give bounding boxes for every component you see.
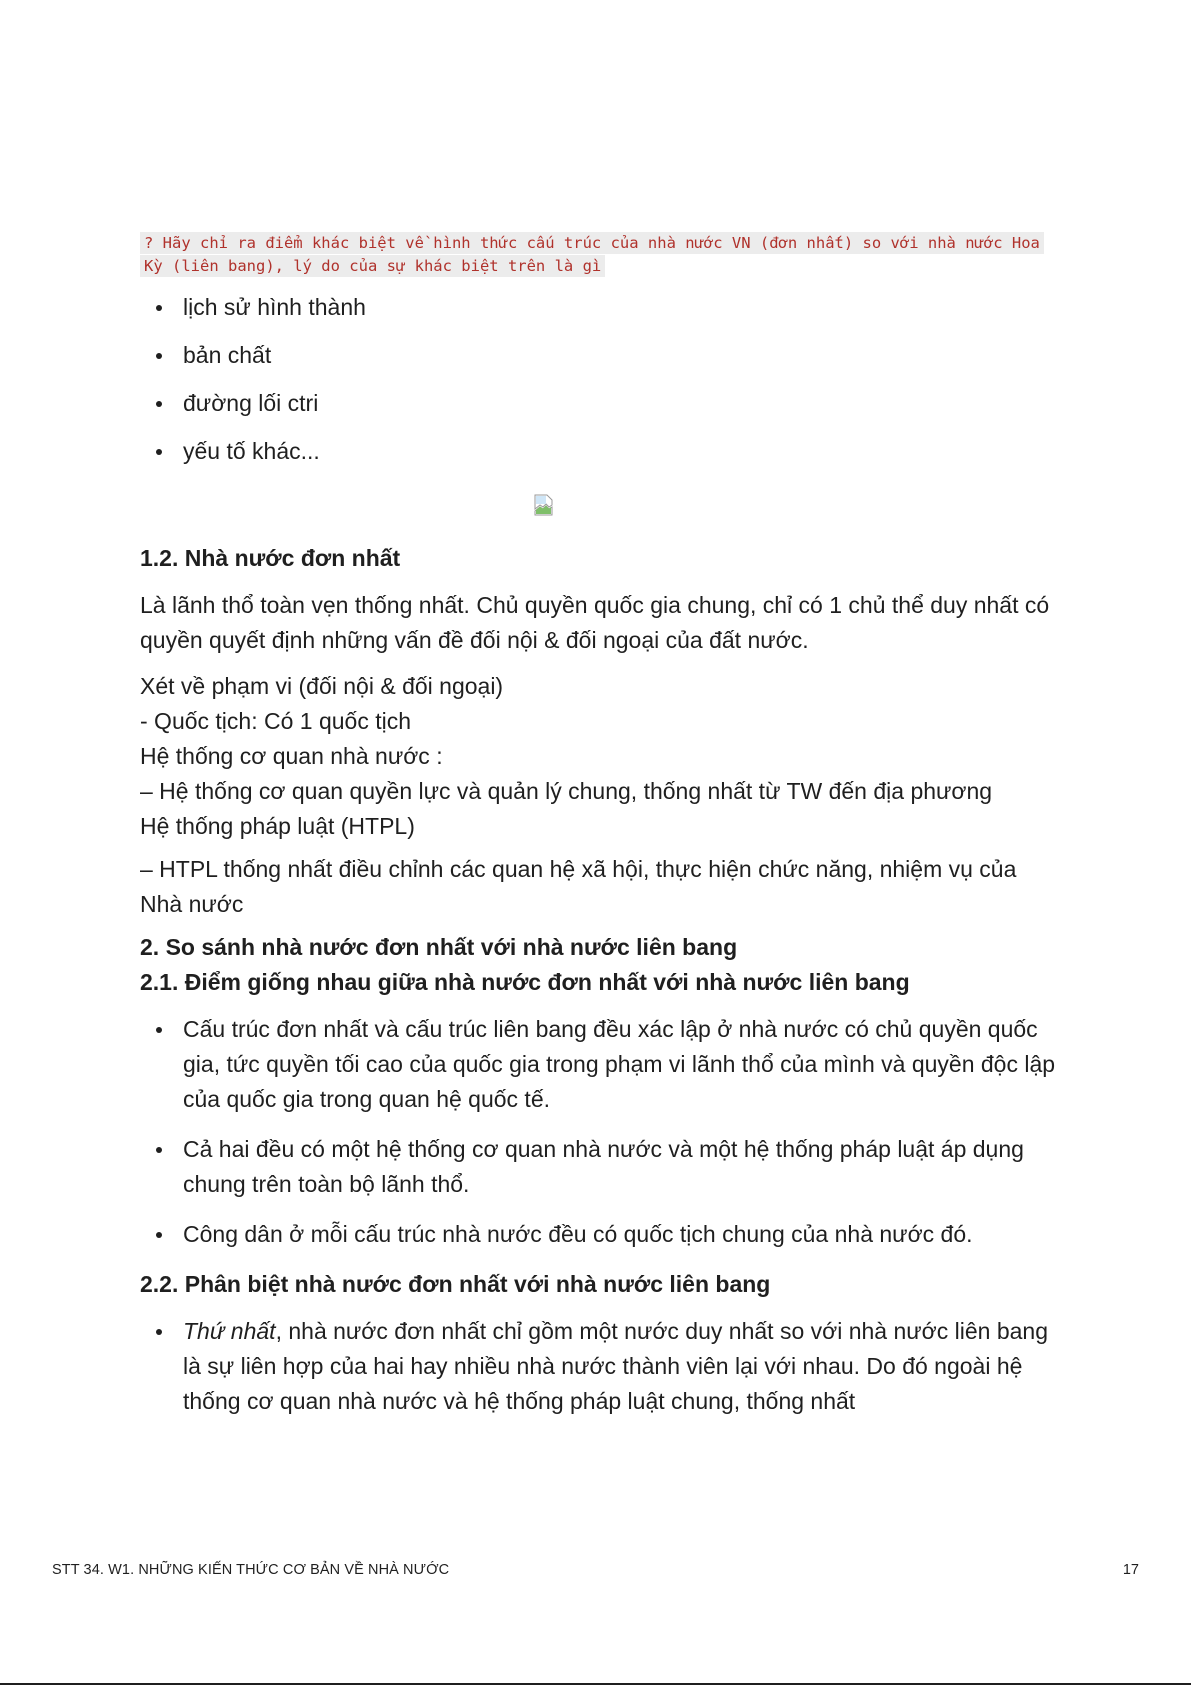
differences-list — [140, 1314, 1060, 1419]
first-label: Thứ nhất — [183, 1318, 276, 1344]
reasons-list — [140, 290, 1060, 469]
section-1-2-intro: Là lãnh thổ toàn vẹn thống nhất. Chủ quyền quốc gia chung, chỉ có 1 chủ thể duy nhất có quyền quyết định những vấn đề đối nội & đối ngoại của đất nước. — [140, 592, 1050, 653]
list-item: bản chất — [140, 338, 1060, 373]
similarities-list — [140, 1012, 1060, 1252]
detail-line: - Quốc tịch: Có 1 quốc tịch — [140, 708, 412, 734]
detail-line: – Hệ thống cơ quan quyền lực và quản lý chung, thống nhất từ TW đến địa phương — [140, 778, 993, 804]
first-text: , nhà nước đơn nhất chỉ gồm một nước duy nhất so với nhà nước liên bang là sự liên hợp của hai hay nhiều nhà nước thành viên lại với nhau. Do đó ngoài hệ thống cơ quan nhà nước và hệ thống pháp luật chung, thống nhất — [183, 1318, 1048, 1414]
section-heading-2-2: 2.2. Phân biệt nhà nước đơn nhất với nhà nước liên bang — [140, 1271, 771, 1297]
list-item: Cấu trúc đơn nhất và cấu trúc liên bang đều xác lập ở nhà nước có chủ quyền quốc gia, tức quyền tối cao của quốc gia trong phạm vi lãnh thổ của mình và quyền độc lập của quốc gia trong quan hệ quốc tế. — [140, 1012, 1060, 1117]
section-1-2-details — [140, 669, 1060, 844]
list-item — [140, 1314, 1060, 1419]
list-item: đường lối ctri — [140, 386, 1060, 421]
list-item: Cả hai đều có một hệ thống cơ quan nhà nước và một hệ thống pháp luật áp dụng chung trên toàn bộ lãnh thổ. — [140, 1132, 1060, 1202]
list-item: yếu tố khác... — [140, 434, 1060, 469]
page-content — [140, 232, 1060, 1434]
list-item: lịch sử hình thành — [140, 290, 1060, 325]
footer-title: STT 34. W1. NHỮNG KIẾN THỨC CƠ BẢN VỀ NHÀ NƯỚC — [52, 1562, 450, 1578]
question-text: ? Hãy chỉ ra điểm khác biệt về hình thức cấu trúc của nhà nước VN (đơn nhất) so với nhà nước Hoa Kỳ (liên bang), lý do của sự khác biệt trên là gì — [140, 232, 1044, 277]
detail-line: Xét về phạm vi (đối nội & đối ngoại) — [140, 673, 504, 699]
section-heading-2-1: 2.1. Điểm giống nhau giữa nhà nước đơn nhất với nhà nước liên bang — [140, 969, 910, 995]
section-heading-2: 2. So sánh nhà nước đơn nhất với nhà nước liên bang — [140, 934, 738, 960]
section-1-2-htpl: – HTPL thống nhất điều chỉnh các quan hệ xã hội, thực hiện chức năng, nhiệm vụ của Nhà nước — [140, 856, 1017, 917]
page-number: 17 — [1122, 1562, 1139, 1578]
detail-line: Hệ thống pháp luật (HTPL) — [140, 813, 415, 839]
broken-image-icon — [532, 493, 556, 517]
list-item: Công dân ở mỗi cấu trúc nhà nước đều có quốc tịch chung của nhà nước đó. — [140, 1217, 1060, 1252]
detail-line: Hệ thống cơ quan nhà nước : — [140, 743, 443, 769]
section-heading-1-2: 1.2. Nhà nước đơn nhất — [140, 545, 401, 571]
question-code-block — [140, 232, 1050, 278]
